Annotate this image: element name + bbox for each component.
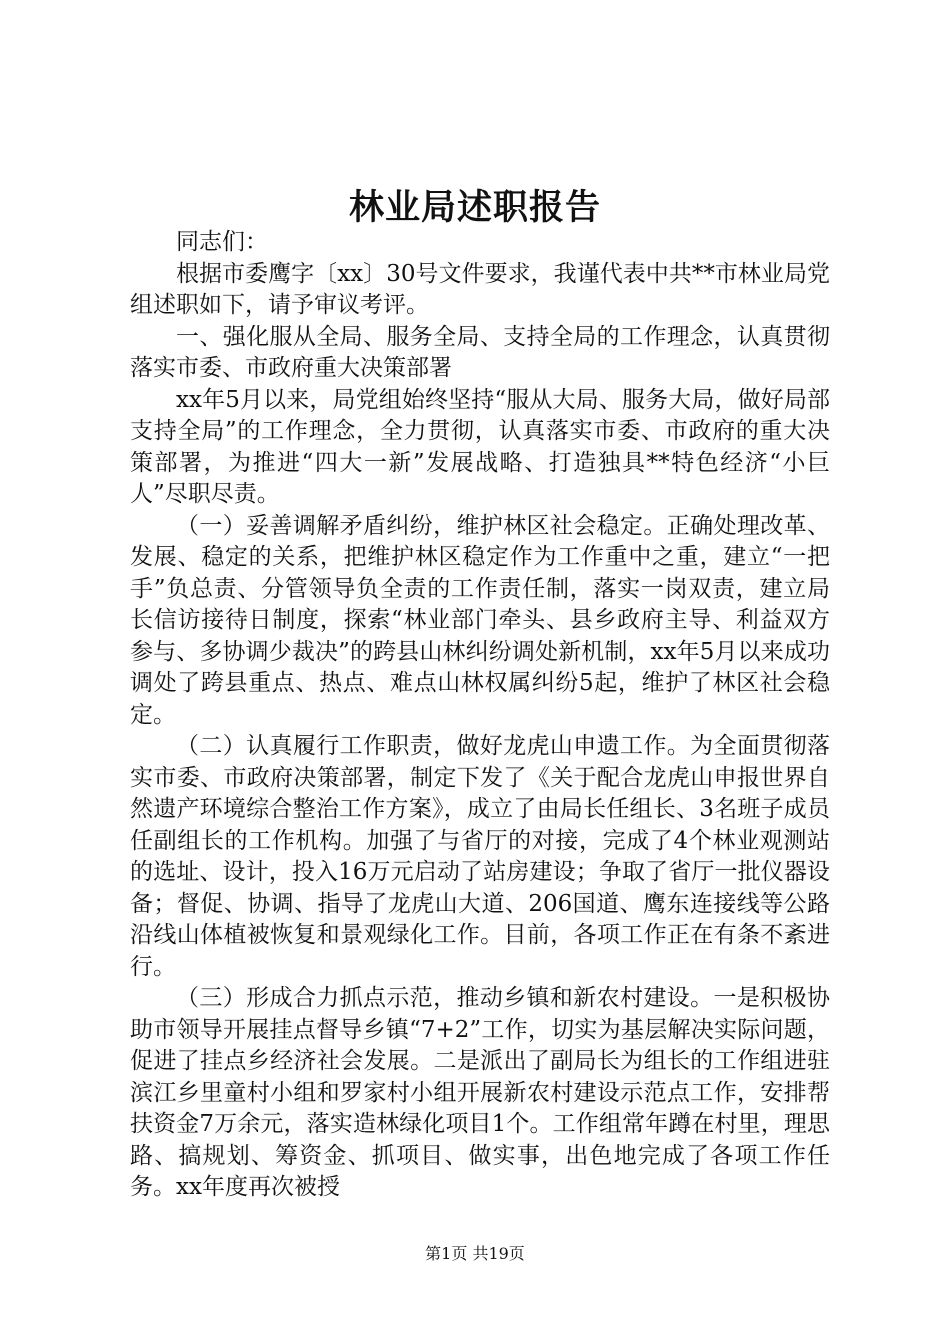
page-footer: 第1页 共19页: [425, 1244, 525, 1263]
subsection-paragraph: （一）妥善调解矛盾纠纷，维护林区社会稳定。正确处理改革、发展、稳定的关系，把维护林区稳定作为工作重中之重，建立“一把手”负总责、分管领导负全责的工作责任制，落实一岗双责，建立局长信访接待日制度，探索“林业部门牵头、县乡政府主导、利益双方参与、多协调少裁决”的跨县山林纠纷调处新机制，xx年5月以来成功调处了跨县重点、热点、难点山林权属纠纷5起，维护了林区社会稳定。: [130, 512, 830, 728]
document-title: 林业局述职报告: [348, 187, 601, 228]
body-paragraph: 根据市委鹰字〔xx〕30号文件要求，我谨代表中共**市林业局党组述职如下，请予审议考评。: [130, 260, 830, 318]
section-heading: 一、强化服从全局、服务全局、支持全局的工作理念，认真贯彻落实市委、市政府重大决策部署: [130, 323, 830, 381]
body-paragraph: xx年5月以来，局党组始终坚持“服从大局、服务大局，做好局部支持全局”的工作理念，全力贯彻，认真落实市委、市政府的重大决策部署，为推进“四大一新”发展战略、打造独具**特色经济“小巨人”尽职尽责。: [130, 386, 830, 507]
subsection-paragraph: （二）认真履行工作职责，做好龙虎山申遗工作。为全面贯彻落实市委、市政府决策部署，制定下发了《关于配合龙虎山申报世界自然遗产环境综合整治工作方案》，成立了由局长任组长、3名班子成员任副组长的工作机构。加强了与省厅的对接，完成了4个林业观测站的选址、设计，投入16万元启动了站房建设；争取了省厅一批仪器设备；督促、协调、指导了龙虎山大道、206国道、鹰东连接线等公路沿线山体植被恢复和景观绿化工作。目前，各项工作正在有条不紊进行。: [130, 733, 830, 980]
document-body: [130, 227, 830, 1204]
subsection-paragraph: （三）形成合力抓点示范，推动乡镇和新农村建设。一是积极协助市领导开展挂点督导乡镇“7+2”工作，切实为基层解决实际问题，促进了挂点乡经济社会发展。二是派出了副局长为组长的工作组进驻滨江乡里童村小组和罗家村小组开展新农村建设示范点工作，安排帮扶资金7万余元，落实造林绿化项目1个。工作组常年蹲在村里，理思路、搞规划、筹资金、抓项目、做实事，出色地完成了各项工作任务。xx年度再次被授: [130, 985, 830, 1200]
salutation: 同志们：: [176, 229, 268, 255]
